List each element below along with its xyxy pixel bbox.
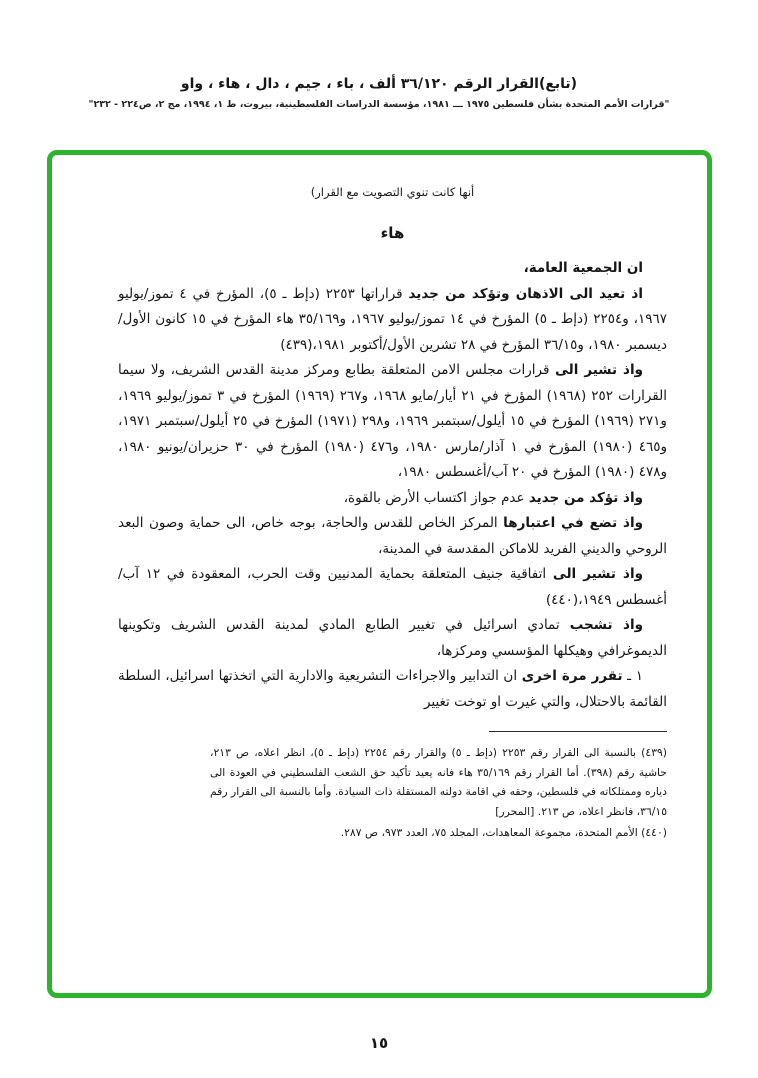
paragraph-lead: واذ تشير الى — [554, 362, 643, 378]
footnote-text: الأمم المتحدة، مجموعة المعاهدات، المجلد ٧٥، العدد ٩٧٣، ص ٢٨٧. — [340, 826, 642, 839]
preamble-paragraph — [118, 486, 667, 512]
paragraph-lead: اذ تعيد الى الاذهان وتؤكد من جديد — [408, 285, 643, 302]
paragraph-text: قراراتها ٢٢٥٣ (دإط ـ ٥)، المؤرخ في ٤ تموز/يوليو ١٩٦٧، و٢٢٥٤ (دإط ـ ٥) المؤرخ في ١٤ تموز/يوليو ١٩٦٧، و٣٥/١٦٩ هاء المؤرخ في ١٥ كانون الأول/ديسمبر ١٩٨٠، و٣٦/١٥ المؤرخ في ٢٨ تشرين الأول/أكتوبر ١٩٨١،(٤٣٩) — [118, 285, 668, 353]
intro-note: أنها كانت تنوي التصويت مع القرار) — [310, 185, 475, 199]
paragraph-text: تمادي اسرائيل في تغيير الطابع المادي لمدينة القدس الشريف وتكوينها الديموغرافي وهيكلها المؤسسي ومركزها، — [118, 617, 667, 659]
paragraph-number: ١ ـ — [622, 668, 643, 684]
resolution-title: (تابع)القرار الرقم ٣٦/١٢٠ ألف ، باء ، جيم ، دال ، هاء ، واو — [180, 76, 578, 92]
footnote — [210, 743, 667, 821]
section-letter: هاء — [380, 224, 405, 242]
paragraph-text: ان التدابير والاجراءات التشريعية والادارية التي اتخذتها اسرائيل، السلطة القائمة بالاحتلال، والتي غيرت او توخت تغيير — [118, 668, 667, 710]
paragraph-lead: واذ تضع في اعتبارها — [503, 515, 643, 531]
source-citation: "قرارات الأمم المتحدة بشأن فلسطين ١٩٧٥ ـــ ١٩٨١، مؤسسة الدراسات الفلسطينية، بيروت، ط ١، ١٩٩٤، مج ٢، ص٢٢٤ - ٢٣٢" — [88, 99, 670, 110]
preamble-paragraph — [118, 511, 667, 562]
paragraph-text: عدم جواز اكتساب الأرض بالقوة، — [343, 489, 529, 506]
paragraph-text: اتفاقية جنيف المتعلقة بحماية المدنيين وقت الحرب، المعقودة في ١٢ آب/أغسطس ١٩٤٩،(٤٤٠) — [118, 566, 667, 608]
page-header — [0, 76, 758, 110]
content-frame — [47, 150, 712, 998]
footnote-marker: (٤٤٠) — [641, 826, 667, 839]
preamble-paragraph — [118, 282, 667, 359]
paragraph-lead: واذ تؤكد من جديد — [528, 489, 643, 506]
footnote-separator — [489, 731, 667, 732]
operative-paragraph-1 — [118, 664, 667, 715]
preamble-paragraph — [118, 562, 667, 613]
page-number: ١٥ — [369, 1034, 389, 1052]
paragraph-lead: ان الجمعية العامة، — [523, 260, 643, 276]
paragraph-text: قرارات مجلس الامن المتعلقة بطابع ومركز مدينة القدس الشريف، ولا سيما القرارات ٢٥٢ (١٩٦٨) المؤرخ في ٢١ أيار/مايو ١٩٦٨، و٢٦٧ (١٩٦٩) المؤرخ في ٣ تموز/يوليو ١٩٦٩، و٢٧١ (١٩٦٩) المؤرخ في ١٥ أيلول/سبتمبر ١٩٦٩، و٢٩٨ (١٩٧١) المؤرخ في ٢٥ أيلول/سبتمبر ١٩٧١، و٤٦٥ (١٩٨٠) المؤرخ في ١ آذار/مارس ١٩٨٠، و٤٧٦ (١٩٨٠) المؤرخ في ٣٠ حزيران/يونيو ١٩٨٠، و٤٧٨ (١٩٨٠) المؤرخ في ٢٠ آب/أغسطس ١٩٨٠، — [118, 362, 668, 480]
footnote — [210, 823, 667, 843]
opening-phrase — [118, 256, 667, 282]
preamble-paragraph — [118, 358, 667, 486]
paragraph-lead: تقرر مرة اخرى — [521, 668, 623, 684]
footnote-marker: (٤٣٩) — [641, 746, 668, 759]
footnote-text: بالنسبة الى القرار رقم ٢٢٥٣ (دإط ـ ٥) والقرار رقم ٢٢٥٤ (دإط ـ ٥)، انظر اعلاه، ص ٢١٣، حاشية رقم (٣٩٨). أما القرار رقم ٣٥/١٦٩ هاء فانه يعيد تأكيد حق الشعب الفلسطيني في العودة الى دياره وممتلكاته في فلسطين، وحقه في اقامة دولته المستقلة ذات السيادة. وأما بالنسبة الى القرار رقم ٣٦/١٥، فانظر اعلاه، ص ٢١٣. [المحرر] — [210, 746, 667, 818]
preamble-paragraph — [118, 613, 667, 664]
footnotes-section — [118, 743, 667, 843]
paragraph-lead: واذ تشير الى — [552, 566, 643, 582]
paragraph-lead: واذ تشجب — [569, 617, 643, 633]
paragraph-text: المركز الخاص للقدس والحاجة، بوجه خاص، الى حماية وصون البعد الروحي والديني الفريد للاماكن المقدسة في المدينة، — [118, 515, 667, 557]
